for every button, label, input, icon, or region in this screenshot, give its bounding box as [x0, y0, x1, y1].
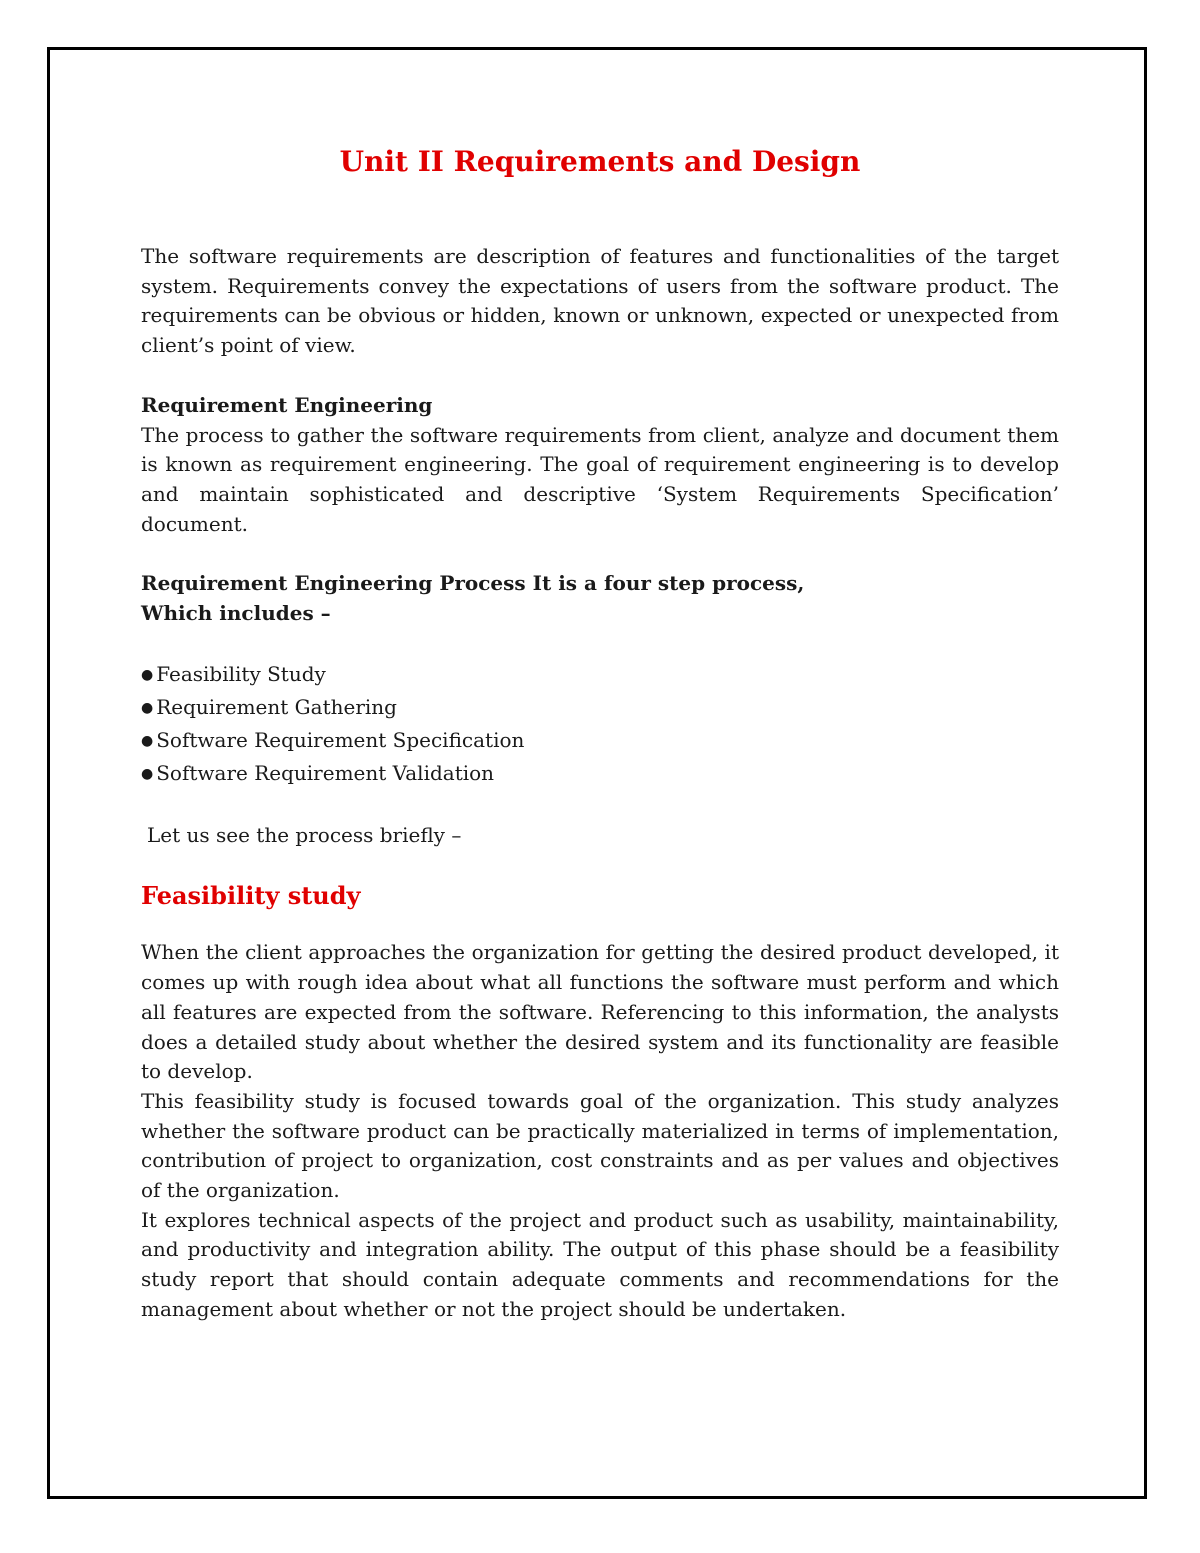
bullet-icon: ● [141, 666, 154, 683]
feasibility-paragraph: This feasibility study is focused towards goal of the organization. This study analyzes whether the software product can be practically materialized in terms of implementation, contribution of project to organization, cost constraints and as per values and objectives of the organization. [141, 1088, 1059, 1203]
process-steps-list [141, 659, 1059, 791]
bullet-icon: ● [141, 699, 154, 716]
list-item [141, 725, 1059, 758]
intro-paragraph: The software requirements are description of features and functionalities of the target system. Requirements convey the expectations of users from the software product. The requirements can be obvious or hidden, known or unknown, expected or unexpected from client’s point of view. [141, 244, 1059, 358]
list-item-text: Feasibility Study [156, 661, 326, 686]
list-item [141, 692, 1059, 725]
bullet-icon: ● [141, 765, 154, 782]
bullet-icon: ● [141, 732, 154, 749]
process-heading-line-1: Requirement Engineering Process It is a four step process, [141, 571, 805, 596]
list-item [141, 659, 1059, 692]
process-heading-line-2: Which includes – [141, 601, 331, 626]
document-body [141, 140, 1059, 1325]
requirement-engineering-paragraph: The process to gather the software requirements from client, analyze and document them is known as requirement engineering. The goal of requirement engineering is to develop and maintain sophisticated and descriptive ‘System Requirements Specification’ document. [141, 422, 1059, 536]
page-title: Unit II Requirements and Design [339, 145, 861, 178]
list-item-text: Software Requirement Specification [156, 727, 525, 752]
list-item-text: Software Requirement Validation [156, 760, 495, 785]
feasibility-paragraph: It explores technical aspects of the project and product such as usability, maintainability, and productivity and integration ability. The output of this phase should be a feasibility study report that should contain adequate comments and recommendations for the management about whether or not the project should be undertaken. [141, 1207, 1059, 1321]
feasibility-heading: Feasibility study [141, 881, 361, 911]
list-item-text: Requirement Gathering [156, 694, 397, 719]
feasibility-section [141, 938, 1059, 1324]
list-item [141, 758, 1059, 791]
requirement-engineering-heading: Requirement Engineering [141, 392, 433, 417]
feasibility-paragraph: When the client approaches the organization for getting the desired product developed, it comes up with rough idea about what all functions the software must perform and which all features are expected from the software. Referencing to this information, the analysts does a detailed study about whether the desired system and its functionality are feasible to develop. [141, 940, 1059, 1084]
process-lead-line: Let us see the process briefly – [147, 822, 462, 847]
